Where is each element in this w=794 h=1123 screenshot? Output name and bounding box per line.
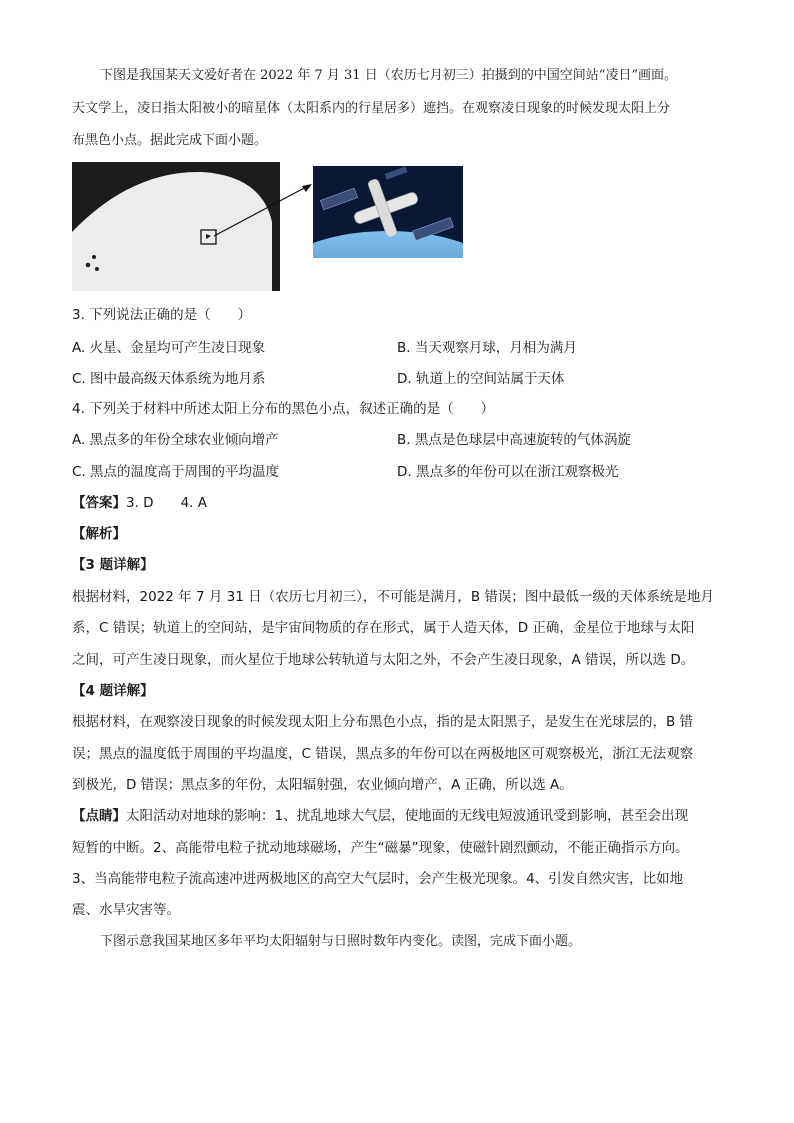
q3-stem: 3. 下列说法正确的是（ ） xyxy=(72,307,252,323)
sunspot xyxy=(95,267,99,271)
tip-line-4: 震、水旱灾害等。 xyxy=(72,902,180,918)
q3-detail-line-2: 系，C 错误；轨道上的空间站，是宇宙间物质的存在形式，属于人造天体，D 正确，金星位于地球与太阳 xyxy=(72,620,695,636)
q3-option-b: B. 当天观察月球，月相为满月 xyxy=(397,340,577,356)
q4-option-b: B. 黑点是色球层中高速旋转的气体涡旋 xyxy=(397,432,631,448)
q3-detail-line-3: 之间，可产生凌日现象，而火星位于地球公转轨道与太阳之外，不会产生凌日现象，A 错误，所以选 D。 xyxy=(72,652,695,668)
answer-text: 3. D 4. A xyxy=(126,495,207,511)
q4-option-c: C. 黑点的温度高于周围的平均温度 xyxy=(72,464,280,480)
answer-label: 【答案】 xyxy=(72,495,126,511)
q4-option-d: D. 黑点多的年份可以在浙江观察极光 xyxy=(397,464,619,480)
q4-option-a: A. 黑点多的年份全球农业倾向增产 xyxy=(72,432,279,448)
next-intro-line: 下图示意我国某地区多年平均太阳辐射与日照时数年内变化。读图，完成下面小题。 xyxy=(100,934,582,949)
q4-detail-line-2: 误；黑点的温度低于周围的平均温度，C 错误，黑点多的年份可以在两极地区可观察极光，浙江无法观察 xyxy=(72,746,694,762)
q3-detail-line-1: 根据材料，2022 年 7 月 31 日（农历七月初三），不可能是满月，B 错误；图中最低一级的天体系统是地月 xyxy=(72,589,714,605)
tip-label: 【点睛】 xyxy=(72,808,126,824)
tip-text: 太阳活动对地球的影响：1、扰乱地球大气层，使地面的无线电短波通讯受到影响，甚至会出现 xyxy=(126,808,689,824)
q3-option-d: D. 轨道上的空间站属于天体 xyxy=(397,371,565,387)
tip-line-2: 短暂的中断。2、高能带电粒子扰动地球磁场，产生“磁暴”现象，使磁针剧烈颤动，不能正确指示方向。 xyxy=(72,840,689,856)
sunspot xyxy=(92,255,96,259)
arrow-icon xyxy=(212,180,316,240)
sunspot xyxy=(86,263,91,268)
q4-detail-line-1: 根据材料，在观察凌日现象的时候发现太阳上分布黑色小点，指的是太阳黑子，是发生在光球层的，B 错 xyxy=(72,714,694,730)
q4-detail-line-3: 到极光，D 错误；黑点多的年份，太阳辐射强，农业倾向增产，A 正确，所以选 A。 xyxy=(72,777,573,793)
space-station-image xyxy=(313,166,463,258)
q4-detail-label: 【4 题详解】 xyxy=(72,683,154,699)
q3-detail-label: 【3 题详解】 xyxy=(72,557,154,573)
intro-line-1: 下图是我国某天文爱好者在 2022 年 7 月 31 日（农历七月初三）拍摄到的中国空间站“凌日”画面。 xyxy=(100,68,677,83)
answer-row xyxy=(72,493,207,513)
q3-option-c: C. 图中最高级天体系统为地月系 xyxy=(72,371,266,387)
intro-line-2: 天文学上，凌日指太阳被小的暗星体（太阳系内的行星居多）遮挡。在观察凌日现象的时候发现太阳上分 xyxy=(72,101,671,116)
analysis-label: 【解析】 xyxy=(72,526,126,542)
tip-line-1 xyxy=(72,806,688,826)
intro-line-3: 布黑色小点。据此完成下面小题。 xyxy=(72,133,268,148)
tip-line-3: 3、当高能带电粒子流高速冲进两极地区的高空大气层时，会产生极光现象。4、引发自然灾害，比如地 xyxy=(72,871,684,887)
q4-stem: 4. 下列关于材料中所述太阳上分布的黑色小点，叙述正确的是（ ） xyxy=(72,401,495,417)
q3-option-a: A. 火星、金星均可产生凌日现象 xyxy=(72,340,266,356)
